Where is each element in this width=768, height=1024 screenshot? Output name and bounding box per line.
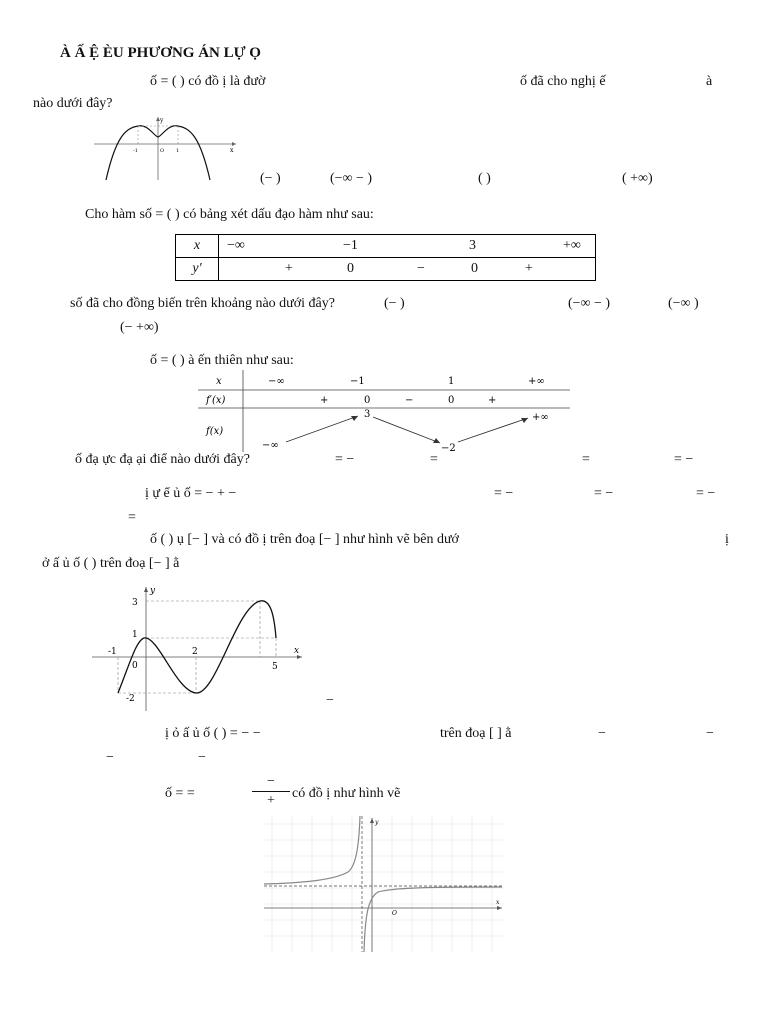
q5-y-tick-1: 1: [132, 630, 138, 640]
q3-answer-b: =: [430, 452, 438, 467]
q4-text-line2: =: [128, 510, 136, 525]
q7-graph: [264, 816, 504, 952]
q3-answer-c: =: [582, 452, 590, 467]
q1-x-label: x: [230, 147, 234, 154]
q7-grid: [264, 816, 504, 952]
q4-answer-a: = −: [494, 486, 514, 501]
q2-x-posinf: +∞: [563, 238, 581, 253]
q1-tick-1: 1: [176, 148, 180, 154]
q7-origin-label: O: [392, 910, 397, 917]
q3-fprime-zero-2: 0: [448, 395, 455, 406]
q5-x-tick-neg1: -1: [108, 647, 117, 657]
q2-zero-2: 0: [471, 261, 478, 276]
q1-answer-d: ( +∞): [622, 171, 653, 186]
q3-text-line1: ố = ( ) à ến thiên như sau:: [150, 353, 294, 368]
q4-answer-c: = −: [696, 486, 716, 501]
q5-text-line2: ở ấ ủ ố ( ) trên đoạ [− ] ằ: [42, 556, 180, 571]
q1-text-line2: nào dưới đây?: [33, 96, 113, 111]
q2-sign-table: [175, 234, 596, 281]
q7-x-label: x: [496, 899, 500, 906]
q3-answer-d: = −: [674, 452, 694, 467]
q2-table-row-x: [176, 235, 596, 258]
q5-y-tick-neg2: -2: [126, 694, 135, 704]
q3-fprime-sign-1: +: [320, 395, 329, 406]
q3-f-max: 3: [364, 409, 371, 420]
q2-zero-1: 0: [347, 261, 354, 276]
q2-answer-a: (− ): [384, 296, 405, 311]
q2-answer-c: (−∞ ): [668, 296, 699, 311]
q3-x-label: x: [216, 376, 222, 387]
q5-y-tick-3: 3: [132, 598, 138, 608]
q3-x-posinf: +∞: [528, 376, 545, 387]
q3-arrow-up-1: [286, 416, 358, 442]
q2-x-neginf: −∞: [227, 238, 245, 253]
q2-x-3: 3: [469, 238, 476, 253]
q1-y-label: y: [160, 117, 164, 124]
q3-x-neg1: −1: [350, 376, 365, 387]
q3-arrow-up-2: [458, 418, 528, 442]
q6-text-line1b: trên đoạ [ ] ằ: [440, 726, 512, 741]
q2-cell-yprime-values: [219, 258, 596, 281]
q3-f-posinf: +∞: [532, 412, 549, 423]
q1-graph: [90, 112, 240, 182]
q2-answer-b: (−∞ − ): [568, 296, 611, 311]
q5-text-line1b: ị: [725, 532, 729, 547]
q1-answer-c: ( ): [478, 171, 491, 186]
q2-cell-x-values: [219, 235, 596, 258]
q2-sign-1: +: [285, 261, 293, 276]
q3-variation-table: [198, 370, 570, 452]
q3-x-1: 1: [448, 376, 455, 387]
q6-text-line2a: −: [106, 750, 114, 765]
q1-answer-b: (−∞ − ): [330, 171, 373, 186]
q7-y-label: y: [375, 819, 379, 826]
q1-text-line1a: ố = ( ) có đồ ị là đườ: [150, 74, 266, 89]
q7-text-line1b: có đồ ị như hình vẽ: [292, 786, 401, 801]
q1-tick-neg1: -1: [133, 148, 138, 154]
q6-text-line1a: ị ỏ ấ ủ ố ( ) = − −: [165, 726, 261, 741]
q2-cell-yprime-label: y′: [176, 258, 219, 281]
q5-answer: −: [326, 693, 334, 708]
q6-text-line2b: −: [198, 750, 206, 765]
q7-fraction-numerator: −: [267, 774, 275, 789]
q5-x-tick-2: 2: [192, 647, 198, 657]
q7-fraction-bar: [252, 791, 290, 792]
q6-text-line1c: −: [598, 726, 606, 741]
q2-text-line2: số đã cho đồng biến trên khoảng nào dưới đây?: [70, 296, 335, 311]
q5-y-label: y: [150, 586, 156, 596]
q5-x-label: x: [294, 646, 300, 656]
q1-text-line1b: ố đã cho nghị ế: [520, 74, 606, 89]
q7-fraction-denominator: +: [267, 793, 275, 808]
q1-tick-0: O: [160, 148, 165, 154]
q5-text-line1a: ố ( ) ụ [− ] và có đồ ị trên đoạ [− ] như hình vẽ bên dướ: [150, 532, 459, 547]
q2-text-line1: Cho hàm số = ( ) có bảng xét dấu đạo hàm như sau:: [85, 207, 374, 222]
q5-x-tick-5: 5: [272, 662, 278, 672]
q1-text-line1c: à: [706, 74, 713, 89]
q3-fprime-sign-2: −: [405, 395, 414, 406]
q2-sign-3: +: [525, 261, 533, 276]
q3-text-line2: ố đạ ực đạ ại điể nào dưới đây?: [75, 452, 250, 467]
q5-x-tick-0: 0: [132, 661, 138, 671]
q2-x-neg1: −1: [343, 238, 358, 253]
q1-answer-a: (− ): [260, 171, 281, 186]
q4-text-line1: ị ự ể ủ ố = − + −: [145, 486, 237, 501]
q7-fraction: [252, 774, 290, 809]
q2-sign-2: −: [417, 261, 425, 276]
page-title: À Ấ Ệ ÈU PHƯƠNG ÁN LỰ Ọ: [60, 45, 261, 61]
q3-arrow-down: [373, 417, 440, 443]
q6-text-line1d: −: [706, 726, 714, 741]
q3-fprime-sign-3: +: [488, 395, 497, 406]
q3-f-neginf: −∞: [262, 440, 279, 451]
q2-table-row-yprime: [176, 258, 596, 281]
q3-answer-a: = −: [335, 452, 355, 467]
q3-fprime-zero-1: 0: [364, 395, 371, 406]
q2-cell-x-label: x: [176, 235, 219, 258]
q5-graph: [88, 583, 308, 713]
q4-answer-b: = −: [594, 486, 614, 501]
q7-curve-right: [364, 887, 502, 952]
q3-f-min: −2: [441, 443, 456, 454]
q7-text-line1a: ố = =: [165, 786, 195, 801]
q2-answer-d: (− +∞): [120, 320, 159, 335]
q3-x-neginf: −∞: [268, 376, 285, 387]
q3-fprime-label: f′(x): [206, 395, 226, 406]
q3-f-label: f(x): [206, 426, 224, 437]
